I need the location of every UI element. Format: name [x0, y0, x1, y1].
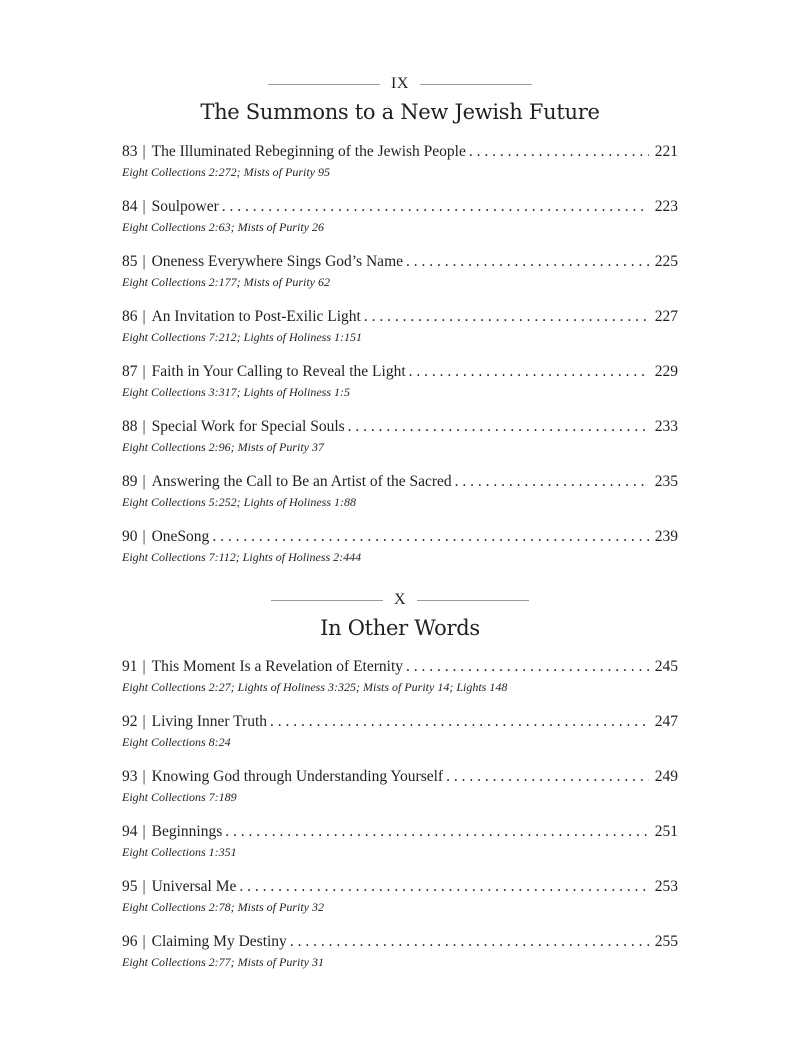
dot-leader — [406, 252, 649, 272]
page-number: 233 — [654, 418, 678, 435]
chapter-title: Knowing God through Understanding Yourself — [151, 768, 444, 785]
chapter-number: 87 — [122, 363, 138, 380]
page-number: 221 — [654, 143, 678, 160]
divider-rule-left — [271, 600, 383, 601]
chapter-number: 93 — [122, 768, 138, 785]
chapter-number: 94 — [122, 823, 138, 840]
toc-entry[interactable] — [122, 197, 678, 241]
page-number: 227 — [654, 308, 678, 325]
toc-entry[interactable] — [122, 822, 678, 866]
page-number: 235 — [654, 473, 678, 490]
divider-rule-left — [268, 84, 380, 85]
separator: | — [142, 713, 146, 730]
chapter-number: 89 — [122, 473, 138, 490]
dot-leader — [455, 472, 649, 492]
dot-leader — [212, 527, 648, 547]
chapter-title: This Moment Is a Revelation of Eternity — [151, 658, 403, 675]
section-header-ix — [0, 74, 800, 124]
chapter-number: 86 — [122, 308, 138, 325]
chapter-source: Eight Collections 2:272; Mists of Purity 95 — [122, 165, 330, 179]
toc-entry[interactable] — [122, 472, 678, 516]
dot-leader — [364, 307, 649, 327]
chapter-number: 88 — [122, 418, 138, 435]
dot-leader — [446, 767, 649, 787]
separator: | — [142, 198, 146, 215]
section-title: The Summons to a New Jewish Future — [200, 100, 600, 124]
chapter-title: Beginnings — [151, 823, 223, 840]
divider-rule-right — [417, 600, 529, 601]
page-number: 239 — [654, 528, 678, 545]
dot-leader — [469, 142, 649, 162]
toc-entry[interactable] — [122, 417, 678, 461]
toc-entry[interactable] — [122, 932, 678, 976]
chapter-number: 85 — [122, 253, 138, 270]
chapter-title: Universal Me — [151, 878, 237, 895]
chapter-number: 83 — [122, 143, 138, 160]
dot-leader — [225, 822, 649, 842]
chapter-source: Eight Collections 2:177; Mists of Purity 62 — [122, 275, 330, 289]
chapter-source: Eight Collections 2:63; Mists of Purity 26 — [122, 220, 324, 234]
chapter-source: Eight Collections 8:24 — [122, 735, 231, 749]
page-number: 225 — [654, 253, 678, 270]
separator: | — [142, 308, 146, 325]
chapter-title: Oneness Everywhere Sings God’s Name — [151, 253, 403, 270]
chapter-number: 95 — [122, 878, 138, 895]
chapter-number: 92 — [122, 713, 138, 730]
separator: | — [142, 253, 146, 270]
toc-entry[interactable] — [122, 527, 678, 571]
separator: | — [142, 143, 146, 160]
chapter-source: Eight Collections 1:351 — [122, 845, 237, 859]
separator: | — [142, 878, 146, 895]
page-number: 255 — [654, 933, 678, 950]
section-divider — [0, 74, 800, 94]
chapter-source: Eight Collections 2:78; Mists of Purity 32 — [122, 900, 324, 914]
chapter-title: Living Inner Truth — [151, 713, 268, 730]
chapter-title: Claiming My Destiny — [151, 933, 287, 950]
chapter-number: 90 — [122, 528, 138, 545]
dot-leader — [409, 362, 649, 382]
page-number: 249 — [654, 768, 678, 785]
dot-leader — [239, 877, 648, 897]
chapter-source: Eight Collections 2:77; Mists of Purity 31 — [122, 955, 324, 969]
chapter-title: Soulpower — [151, 198, 219, 215]
toc-entry[interactable] — [122, 877, 678, 921]
separator: | — [142, 473, 146, 490]
section-numeral: IX — [391, 75, 409, 92]
section-header-x — [0, 590, 800, 640]
separator: | — [142, 363, 146, 380]
separator: | — [142, 823, 146, 840]
toc-entry[interactable] — [122, 307, 678, 351]
chapter-number: 96 — [122, 933, 138, 950]
chapter-source: Eight Collections 2:27; Lights of Holiness 3:325; Mists of Purity 14; Lights 148 — [122, 680, 508, 694]
divider-rule-right — [420, 84, 532, 85]
page-number: 245 — [654, 658, 678, 675]
separator: | — [142, 768, 146, 785]
dot-leader — [222, 197, 649, 217]
page-number: 253 — [654, 878, 678, 895]
chapter-number: 84 — [122, 198, 138, 215]
dot-leader — [270, 712, 649, 732]
toc-entry[interactable] — [122, 362, 678, 406]
page-number: 251 — [654, 823, 678, 840]
separator: | — [142, 658, 146, 675]
separator: | — [142, 933, 146, 950]
page-number: 247 — [654, 713, 678, 730]
separator: | — [142, 528, 146, 545]
dot-leader — [406, 657, 649, 677]
chapter-title: OneSong — [151, 528, 210, 545]
chapter-title: The Illuminated Rebeginning of the Jewish People — [151, 143, 466, 160]
chapter-title: An Invitation to Post-Exilic Light — [151, 308, 361, 325]
toc-entry[interactable] — [122, 767, 678, 811]
chapter-number: 91 — [122, 658, 138, 675]
toc-entry[interactable] — [122, 252, 678, 296]
chapter-source: Eight Collections 2:96; Mists of Purity 37 — [122, 440, 324, 454]
page-number: 229 — [654, 363, 678, 380]
chapter-title: Answering the Call to Be an Artist of the Sacred — [151, 473, 452, 490]
toc-entry[interactable] — [122, 712, 678, 756]
section-divider — [0, 590, 800, 610]
chapter-source: Eight Collections 7:212; Lights of Holiness 1:151 — [122, 330, 362, 344]
section-numeral: X — [393, 591, 407, 608]
dot-leader — [290, 932, 649, 952]
chapter-source: Eight Collections 7:112; Lights of Holiness 2:444 — [122, 550, 362, 564]
chapter-title: Special Work for Special Souls — [151, 418, 345, 435]
chapter-title: Faith in Your Calling to Reveal the Light — [151, 363, 406, 380]
section-title: In Other Words — [320, 616, 480, 640]
chapter-source: Eight Collections 5:252; Lights of Holiness 1:88 — [122, 495, 356, 509]
chapter-source: Eight Collections 7:189 — [122, 790, 237, 804]
chapter-source: Eight Collections 3:317; Lights of Holiness 1:5 — [122, 385, 350, 399]
dot-leader — [348, 417, 649, 437]
page-number: 223 — [654, 198, 678, 215]
toc-entry[interactable] — [122, 142, 678, 186]
toc-entry[interactable] — [122, 657, 678, 701]
separator: | — [142, 418, 146, 435]
